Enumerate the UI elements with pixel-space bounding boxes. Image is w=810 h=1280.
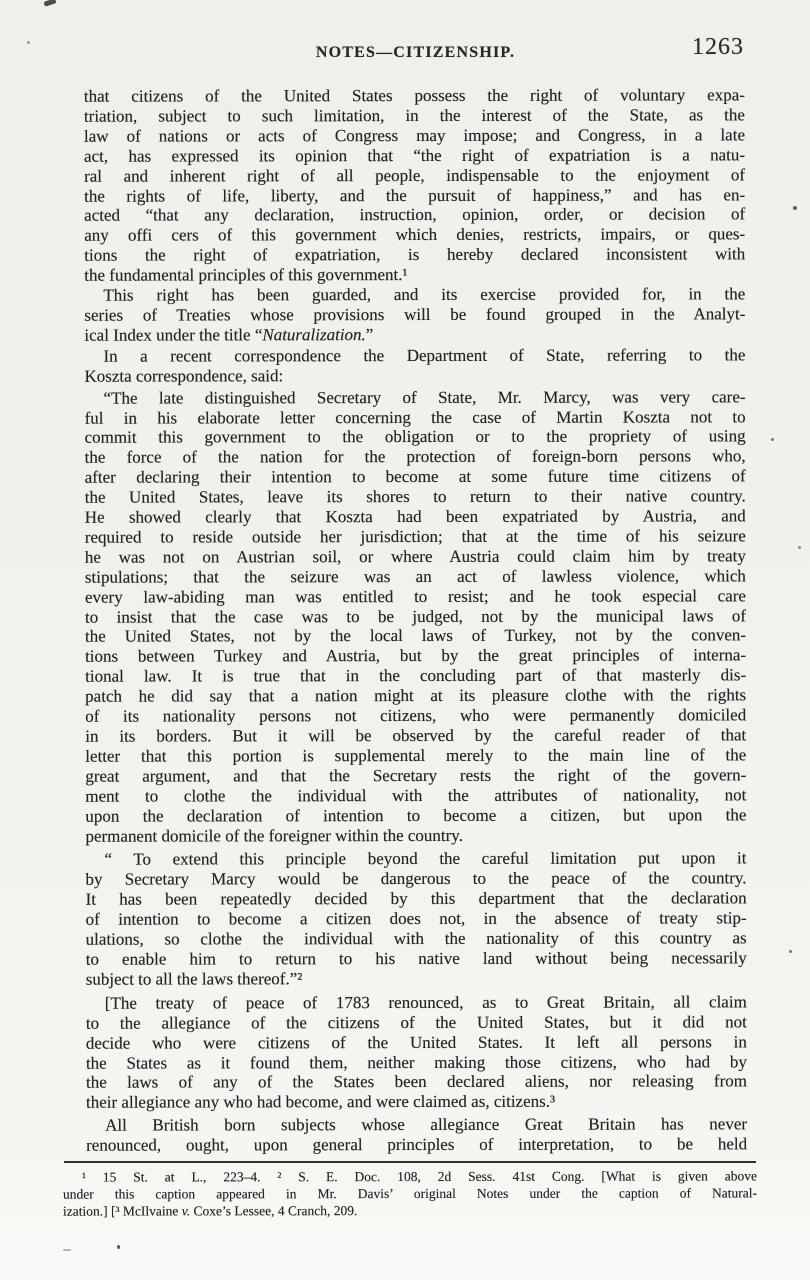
scan-speck bbox=[63, 1249, 71, 1251]
text-line: tional law. It is true that in the concluding part of that masterly dis- bbox=[85, 665, 747, 686]
text-line: that citizens of the United States possess the right of voluntary expa- bbox=[83, 85, 745, 106]
paragraph bbox=[84, 85, 745, 285]
text-line: the fundamental principles of this government.¹ bbox=[84, 265, 408, 285]
text-line: commit this government to the obligation or to the propriety of using bbox=[84, 426, 746, 448]
footnote-text bbox=[63, 1168, 757, 1220]
text-line: triation, subject to such limitation, in the interest of the State, as the bbox=[83, 105, 745, 126]
text-line: in its borders. But it will be observed by the careful reader of that bbox=[85, 725, 747, 746]
scan-speck bbox=[789, 950, 792, 953]
paragraph bbox=[86, 992, 747, 1113]
text-line: tions between Turkey and Austria, but by the great principles of interna- bbox=[85, 645, 747, 667]
text-line: In a recent correspondence the Department of State, referring to the bbox=[103, 345, 746, 366]
text-line: This right has been guarded, and its exercise provided for, in the bbox=[103, 284, 746, 305]
text-line: ral and inherent right of all people, indispensable to the enjoyment of bbox=[84, 164, 746, 186]
text-line: ¹ 15 St. at L., 223–4. ² S. E. Doc. 108, 2d Sess. 41st Cong. [What is given above bbox=[81, 1168, 757, 1185]
page-number: 1263 bbox=[692, 34, 744, 60]
text-line: the force of the nation for the protection of foreign-born persons who, bbox=[84, 446, 746, 468]
scan-speck bbox=[798, 546, 801, 549]
scan-speck bbox=[27, 41, 30, 44]
scan-speck bbox=[793, 206, 797, 210]
text-line: by Secretary Marcy would be dangerous to the peace of the country. bbox=[85, 868, 747, 890]
text-line: [The treaty of peace of 1783 renounced, as to Great Britain, all claim bbox=[104, 992, 747, 1013]
text-line: series of Treaties whose provisions will be found grouped in the Analyt- bbox=[84, 304, 746, 325]
footnote-rule bbox=[64, 1161, 756, 1163]
text-line: great argument, and that the Secretary rests the right of the govern- bbox=[85, 765, 747, 786]
text-line: every law-abiding man was entitled to resist; and he took especial care bbox=[84, 585, 746, 607]
text-line: he was not on Austrian soil, or where Austria could claim him by treaty bbox=[84, 546, 746, 567]
text-line: of its nationality persons not citizens, who were permanently domiciled bbox=[85, 705, 747, 726]
text-line: the States as it found them, neither making those citizens, who had by bbox=[85, 1051, 747, 1073]
text-line: renounced, ought, upon general principles of interpretation, to be held bbox=[86, 1134, 748, 1155]
text-line: to enable him to return to his native land without being necessarily bbox=[85, 948, 747, 969]
text-line: law of nations or acts of Congress may impose; and Congress, in a late bbox=[83, 125, 746, 146]
text-line: permanent domicile of the foreigner within the country. bbox=[85, 825, 463, 846]
text-line: to insist that the case was to be judged, not by the municipal laws of bbox=[84, 605, 747, 627]
text-line: tions the right of expatriation, is hereby declared inconsistent with bbox=[84, 244, 746, 265]
paragraph bbox=[86, 1115, 747, 1156]
text-line: ful in his elaborate letter concerning the case of Martin Koszta not to bbox=[84, 406, 746, 428]
text-line: the United States, not by the local laws of Turkey, not by the conven- bbox=[85, 625, 747, 647]
text-line: letter that this portion is supplemental merely to the main line of the bbox=[85, 745, 747, 766]
text-line: It has been repeatedly decided by this department that the declaration bbox=[85, 888, 747, 909]
paragraph bbox=[85, 849, 746, 990]
text-line: Koszta correspondence, said: bbox=[84, 365, 284, 386]
paragraph bbox=[84, 345, 745, 386]
body-text bbox=[84, 85, 747, 1155]
running-title: NOTES—CITIZENSHIP. bbox=[315, 44, 516, 61]
text-line: patch he did say that a nation might at its pleasure clothe with the rights bbox=[85, 685, 747, 706]
text-line: He showed clearly that Koszta had been expatriated by Austria, and bbox=[84, 506, 746, 527]
text-line: “ To extend this principle beyond the careful limitation put upon it bbox=[104, 848, 747, 870]
text-line: the laws of any of the States been declared aliens, nor releasing from bbox=[85, 1071, 747, 1093]
text-line: upon the declaration of intention to become a citizen, but upon the bbox=[85, 804, 747, 826]
text-line: after declaring their intention to become at some future time citizens of bbox=[84, 466, 746, 487]
text-line: required to reside outside her jurisdiction; that at the time of his seizure bbox=[84, 526, 746, 547]
scan-speck bbox=[44, 0, 57, 7]
text-line: acted “that any declaration, instruction, opinion, order, or decision of bbox=[84, 204, 746, 226]
paragraph bbox=[84, 284, 745, 345]
text-line: their allegiance any who had become, and were claimed as, citizens.³ bbox=[85, 1092, 556, 1113]
text-line: of intention to become a citizen does not, in the absence of treaty stip- bbox=[85, 908, 747, 929]
text-line: decide who were citizens of the United States. It left all persons in bbox=[85, 1031, 747, 1053]
text-line: the United States, leave its shores to return to their native country. bbox=[84, 486, 746, 507]
page-header bbox=[85, 34, 746, 74]
text-line: All British born subjects whose allegiance Great Britain has never bbox=[105, 1114, 748, 1135]
text-line: to the allegiance of the citizens of the United States, but it did not bbox=[85, 1011, 747, 1033]
text-line: ulations, so clothe the individual with the nationality of this country as bbox=[85, 928, 747, 949]
text-line: ical Index under the title “Naturalization.” bbox=[84, 324, 374, 345]
text-line: stipulations; that the seizure was an act of lawless violence, which bbox=[84, 566, 746, 587]
text-line: subject to all the laws thereof.”² bbox=[85, 969, 303, 989]
scan-speck bbox=[117, 1245, 120, 1249]
text-line: under this caption appeared in Mr. Davis’ original Notes under the caption of Natural- bbox=[62, 1185, 758, 1202]
text-line: act, has expressed its opinion that “the right of expatriation is a natu- bbox=[84, 145, 746, 166]
text-line: “The late distinguished Secretary of State, Mr. Marcy, was very care- bbox=[103, 386, 746, 408]
text-line: ment to clothe the individual with the attributes of nationality, not bbox=[85, 785, 747, 806]
paragraph bbox=[85, 387, 747, 846]
text-line: any offi cers of this government which denies, restricts, impairs, or ques- bbox=[84, 224, 746, 246]
text-line: ization.] [³ McIlvaine v. Coxe’s Lessee, 4 Cranch, 209. bbox=[63, 1202, 358, 1219]
text-line: the rights of life, liberty, and the pursuit of happiness,” and has en- bbox=[84, 184, 746, 206]
scan-speck bbox=[771, 438, 774, 441]
